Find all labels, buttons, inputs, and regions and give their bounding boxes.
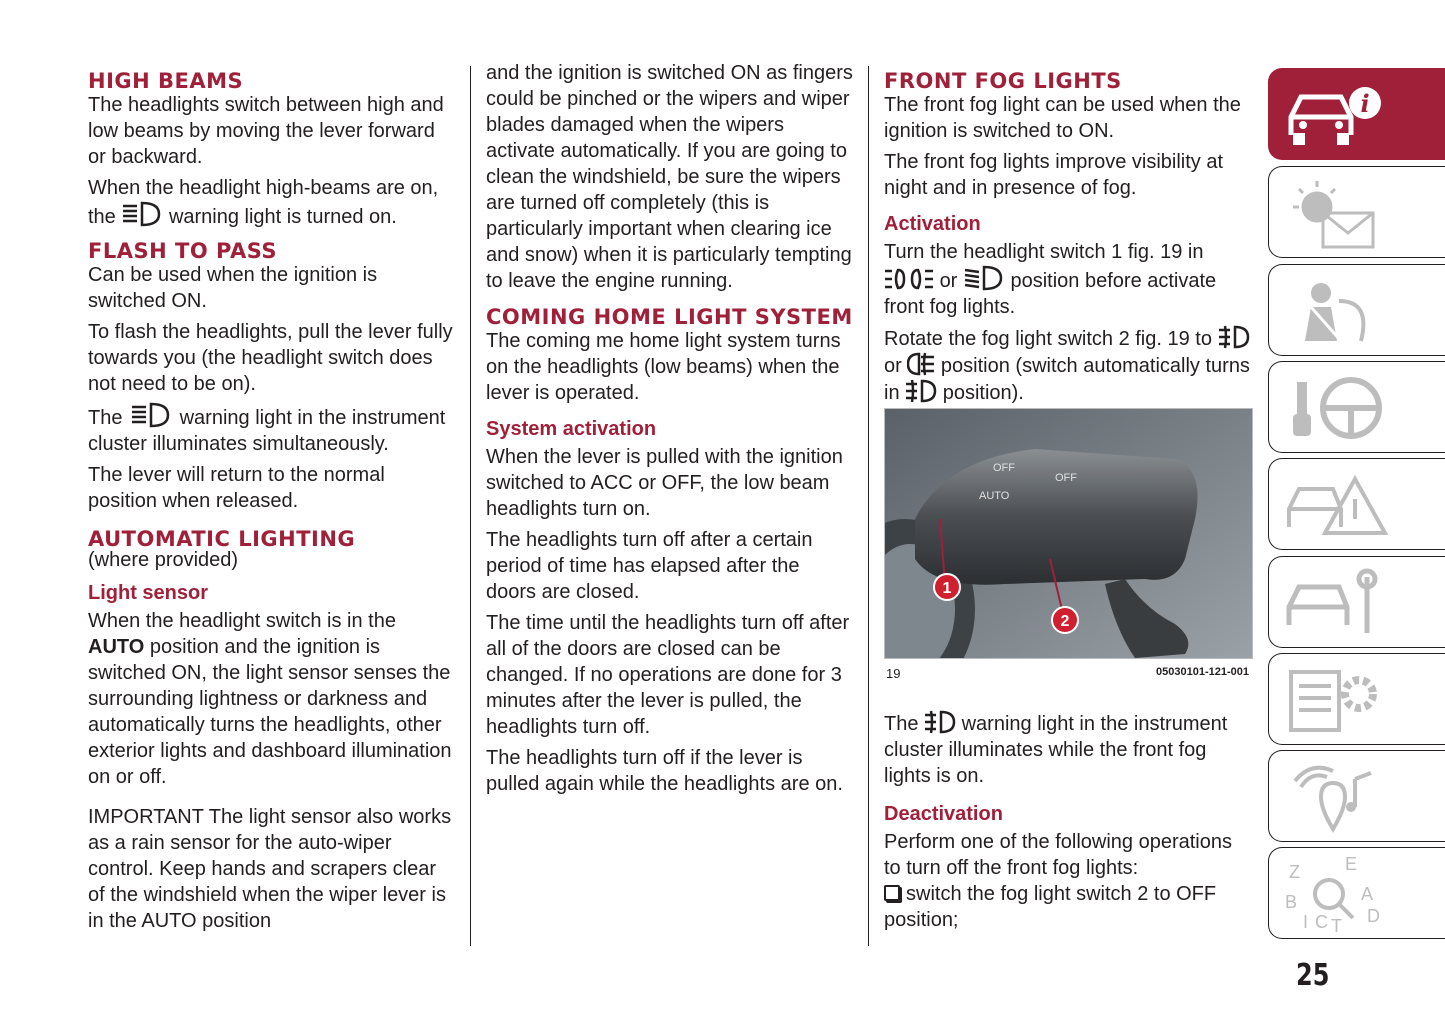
tab-safety[interactable] [1268, 264, 1445, 356]
tab-car-info[interactable] [1268, 68, 1445, 160]
section-title-automatic-lighting: AUTOMATIC LIGHTING [88, 527, 356, 551]
airbag-icon [1281, 271, 1391, 349]
car-info-icon [1281, 75, 1391, 153]
fig-label-off-2: OFF [1055, 472, 1077, 484]
paragraph: The front fog lights improve visibility at night and in presence of fog. [884, 151, 1224, 199]
maintenance-icon [1281, 563, 1391, 641]
text-fragment: or [939, 270, 958, 292]
text-fragment: switch the fog light switch 2 to OFF position; [884, 883, 1217, 931]
fig-label-off-1: OFF [993, 462, 1015, 474]
paragraph: The time until the headlights turn off after all of the doors are closed can be changed. If no operations are done for 3 minutes after the lever is pulled, the headlights turn off. [486, 612, 850, 738]
text-fragment: position). [942, 382, 1024, 404]
paragraph [88, 608, 456, 790]
text-fragment: When the headlight switch is in the [88, 610, 396, 632]
list-item [884, 881, 1252, 933]
text-fragment: Rotate the fog light switch 2 fig. 19 to [884, 328, 1212, 350]
svg-text:T: T [1331, 916, 1342, 932]
text-fragment: When the headlight high-beams are on, the [88, 177, 439, 228]
specs-icon [1281, 660, 1391, 738]
checkbox-bullet-icon [884, 885, 900, 901]
svg-text:B: B [1285, 892, 1298, 912]
paragraph [88, 402, 456, 457]
svg-text:i: i [1360, 89, 1370, 118]
column-3-lower [884, 710, 1252, 938]
section-title-flash-to-pass: FLASH TO PASS [88, 239, 277, 263]
emergency-icon [1281, 465, 1391, 543]
paragraph: The headlights turn off after a certain period of time has elapsed after the doors are closed. [486, 529, 813, 603]
subsection-title-activation: Activation [884, 213, 981, 235]
tab-maintenance[interactable] [1268, 556, 1445, 648]
paragraph [884, 325, 1252, 406]
front-fog-icon [905, 379, 937, 403]
paragraph [884, 710, 1252, 789]
text-fragment: position (switch automatically turns in [884, 355, 1250, 404]
paragraph: and the ignition is switched ON as fingers could be pinched or the wipers and wiper blades damaged when the wipers activate automatically. If you are going to clean the windshield, be sure the wipers are turned off completely (this is particularly important when clearing ice and snow) when it is particularly tempting to leave the engine running. [486, 62, 853, 292]
section-title-front-fog-lights: FRONT FOG LIGHTS [884, 69, 1122, 93]
high-beam-icon [128, 402, 174, 428]
text-fragment: warning light is turned on. [168, 206, 397, 228]
svg-text:D: D [1367, 906, 1380, 926]
fig-label-auto: AUTO [979, 490, 1010, 502]
rear-fog-icon [907, 352, 935, 376]
paragraph: When the lever is pulled with the ignition switched to ACC or OFF, the low beam headlights turn on. [486, 446, 843, 520]
text-fragment: position and the ignition is switched ON, the light sensor senses the surrounding lightness or darkness and automatically turns the headlights, other exterior lights and dashboard illumination on or off. [88, 636, 452, 788]
low-beam-icon [963, 265, 1005, 291]
multimedia-icon [1281, 757, 1391, 835]
text-fragment: warning light in the instrument cluster illuminates while the front fog lights is on. [884, 713, 1228, 787]
text-fragment: warning light in the instrument cluster illuminates simultaneously. [88, 407, 446, 455]
light-lever-photo [885, 409, 1252, 658]
paragraph: IMPORTANT The light sensor also works as a rain sensor for the auto-wiper control. Keep hands and scrapers clear of the windshield when the wiper lever is in the AUTO position [88, 806, 452, 932]
svg-text:E: E [1345, 854, 1358, 874]
svg-text:C: C [1315, 912, 1328, 932]
paragraph: To flash the headlights, pull the lever fully towards you (the headlight switch does not need to be on). [88, 321, 453, 395]
figure-number: 19 [886, 666, 901, 681]
paragraph [88, 175, 456, 230]
section-title-coming-home: COMING HOME LIGHT SYSTEM [486, 305, 853, 329]
subsection-title-deactivation: Deactivation [884, 803, 1003, 825]
text-fragment: The [884, 713, 919, 735]
paragraph: The headlights switch between high and low beams by moving the lever forward or backward. [88, 94, 444, 168]
tab-starting-driving[interactable] [1268, 361, 1445, 453]
column-3 [884, 60, 1252, 411]
paragraph: Can be used when the ignition is switched ON. [88, 264, 378, 312]
paragraph: The front fog light can be used when the ignition is switched to ON. [884, 94, 1241, 142]
fig-callout-1: 1 [942, 580, 952, 597]
fig-callout-2: 2 [1060, 613, 1070, 630]
paragraph: Perform one of the following operations to turn off the front fog lights: [884, 831, 1232, 879]
paragraph: The lever will return to the normal position when released. [88, 464, 385, 512]
figure-code: 05030101-121-001 [1156, 666, 1249, 678]
svg-text:A: A [1361, 884, 1374, 904]
text-fragment: Turn the headlight switch 1 fig. 19 in [884, 241, 1204, 263]
tab-emergency[interactable] [1268, 458, 1445, 550]
index-icon [1281, 854, 1391, 932]
section-title-high-beams: HIGH BEAMS [88, 69, 244, 93]
column-divider [470, 66, 471, 946]
warning-lights-icon [1281, 173, 1391, 251]
tab-index[interactable] [1268, 847, 1445, 939]
text-fragment: or [884, 355, 902, 377]
auto-keyword: AUTO [88, 636, 145, 658]
paragraph: The headlights turn off if the lever is pulled again while the headlights are on. [486, 747, 843, 795]
tab-technical-specs[interactable] [1268, 653, 1445, 745]
page-number: 25 [1296, 958, 1330, 993]
steering-icon [1281, 368, 1391, 446]
figure-19-light-switch [884, 408, 1253, 659]
text-fragment: position before activate front fog lights. [884, 270, 1217, 318]
column-divider [868, 66, 869, 946]
front-fog-icon [1218, 325, 1250, 349]
subtitle: (where provided) [88, 549, 239, 571]
high-beam-icon [121, 201, 163, 227]
paragraph: The coming me home light system turns on the headlights (low beams) when the lever is operated. [486, 330, 841, 404]
text-fragment: The [88, 407, 123, 429]
parking-lights-icon [884, 267, 934, 291]
column-1 [88, 60, 456, 939]
svg-text:I: I [1303, 912, 1309, 932]
paragraph [884, 239, 1252, 320]
front-fog-icon [924, 710, 956, 734]
tab-warning-lights[interactable] [1268, 166, 1445, 258]
subsection-title-system-activation: System activation [486, 418, 657, 440]
column-2 [486, 60, 854, 802]
tab-multimedia[interactable] [1268, 750, 1445, 842]
subsection-title-light-sensor: Light sensor [88, 582, 209, 604]
svg-text:Z: Z [1289, 862, 1300, 882]
